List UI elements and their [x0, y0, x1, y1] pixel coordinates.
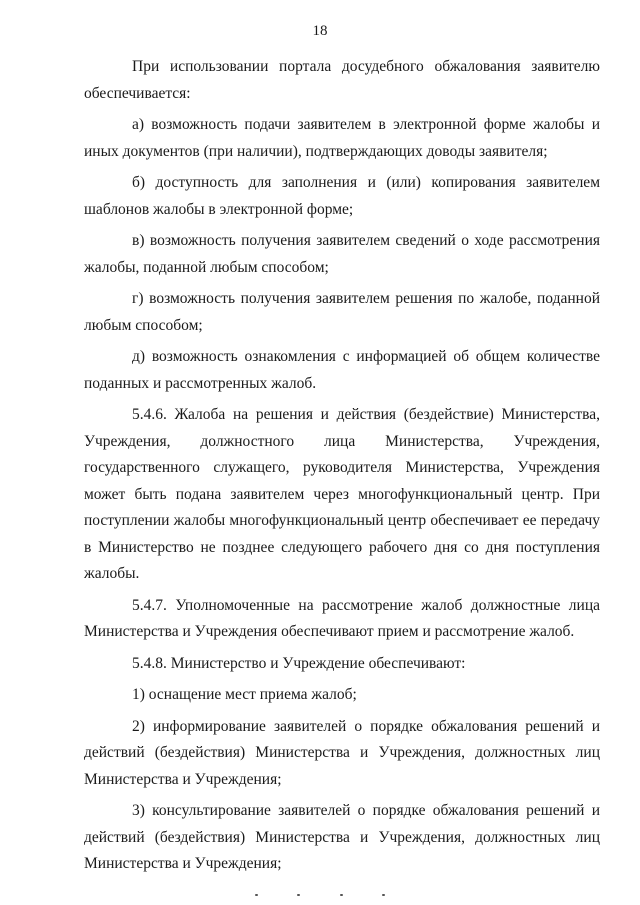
list-item-d: д) возможность ознакомления с информацией об общем количестве поданных и рассмотренных жалоб. [84, 348, 600, 392]
list-item-1: 1) оснащение мест приема жалоб; [132, 686, 357, 703]
list-item-b: б) доступность для заполнения и (или) копирования заявителем шаблонов жалобы в электронной форме; [84, 174, 600, 218]
scan-artifact-marks [255, 892, 385, 898]
scan-dot [340, 894, 343, 896]
scan-dot [382, 894, 385, 896]
list-item-g: г) возможность получения заявителем решения по жалобе, поданной любым способом; [84, 290, 600, 334]
document-body [84, 54, 600, 883]
list-item-v: в) возможность получения заявителем сведений о ходе рассмотрения жалобы, поданной любым способом; [84, 232, 600, 276]
scan-dot [255, 894, 258, 896]
scan-dot [297, 894, 300, 896]
section-5-4-8: 5.4.8. Министерство и Учреждение обеспечивают: [132, 654, 466, 672]
section-5-4-6: 5.4.6. Жалоба на решения и действия (бездействие) Министерства, Учреждения, должностного лица Министерства, Учреждения, государственного служащего, руководителя Министерства, Учреждения может быть подана заявителем через многофункциональный центр. При поступлении жалобы многофункциональный центр обеспечивает ее передачу в Министерство не позднее следующего рабочего дня со дня поступления жалобы. [84, 406, 600, 582]
list-item-2: 2) информирование заявителей о порядке обжалования решений и действий (бездействия) Министерства и Учреждения, должностных лиц Министерства и Учреждения; [84, 717, 600, 788]
list-item-a: а) возможность подачи заявителем в электронной форме жалобы и иных документов (при наличии), подтверждающих доводы заявителя; [84, 116, 600, 160]
list-item-3: 3) консультирование заявителей о порядке обжалования решений и действий (бездействия) Министерства и Учреждения, должностных лиц Министерства и Учреждения; [84, 802, 600, 872]
section-5-4-7: 5.4.7. Уполномоченные на рассмотрение жалоб должностные лица Министерства и Учреждения обеспечивают прием и рассмотрение жалоб. [84, 596, 600, 640]
page-number: 18 [312, 23, 328, 39]
paragraph-portal-intro: При использовании портала досудебного обжалования заявителю обеспечивается: [84, 58, 600, 102]
